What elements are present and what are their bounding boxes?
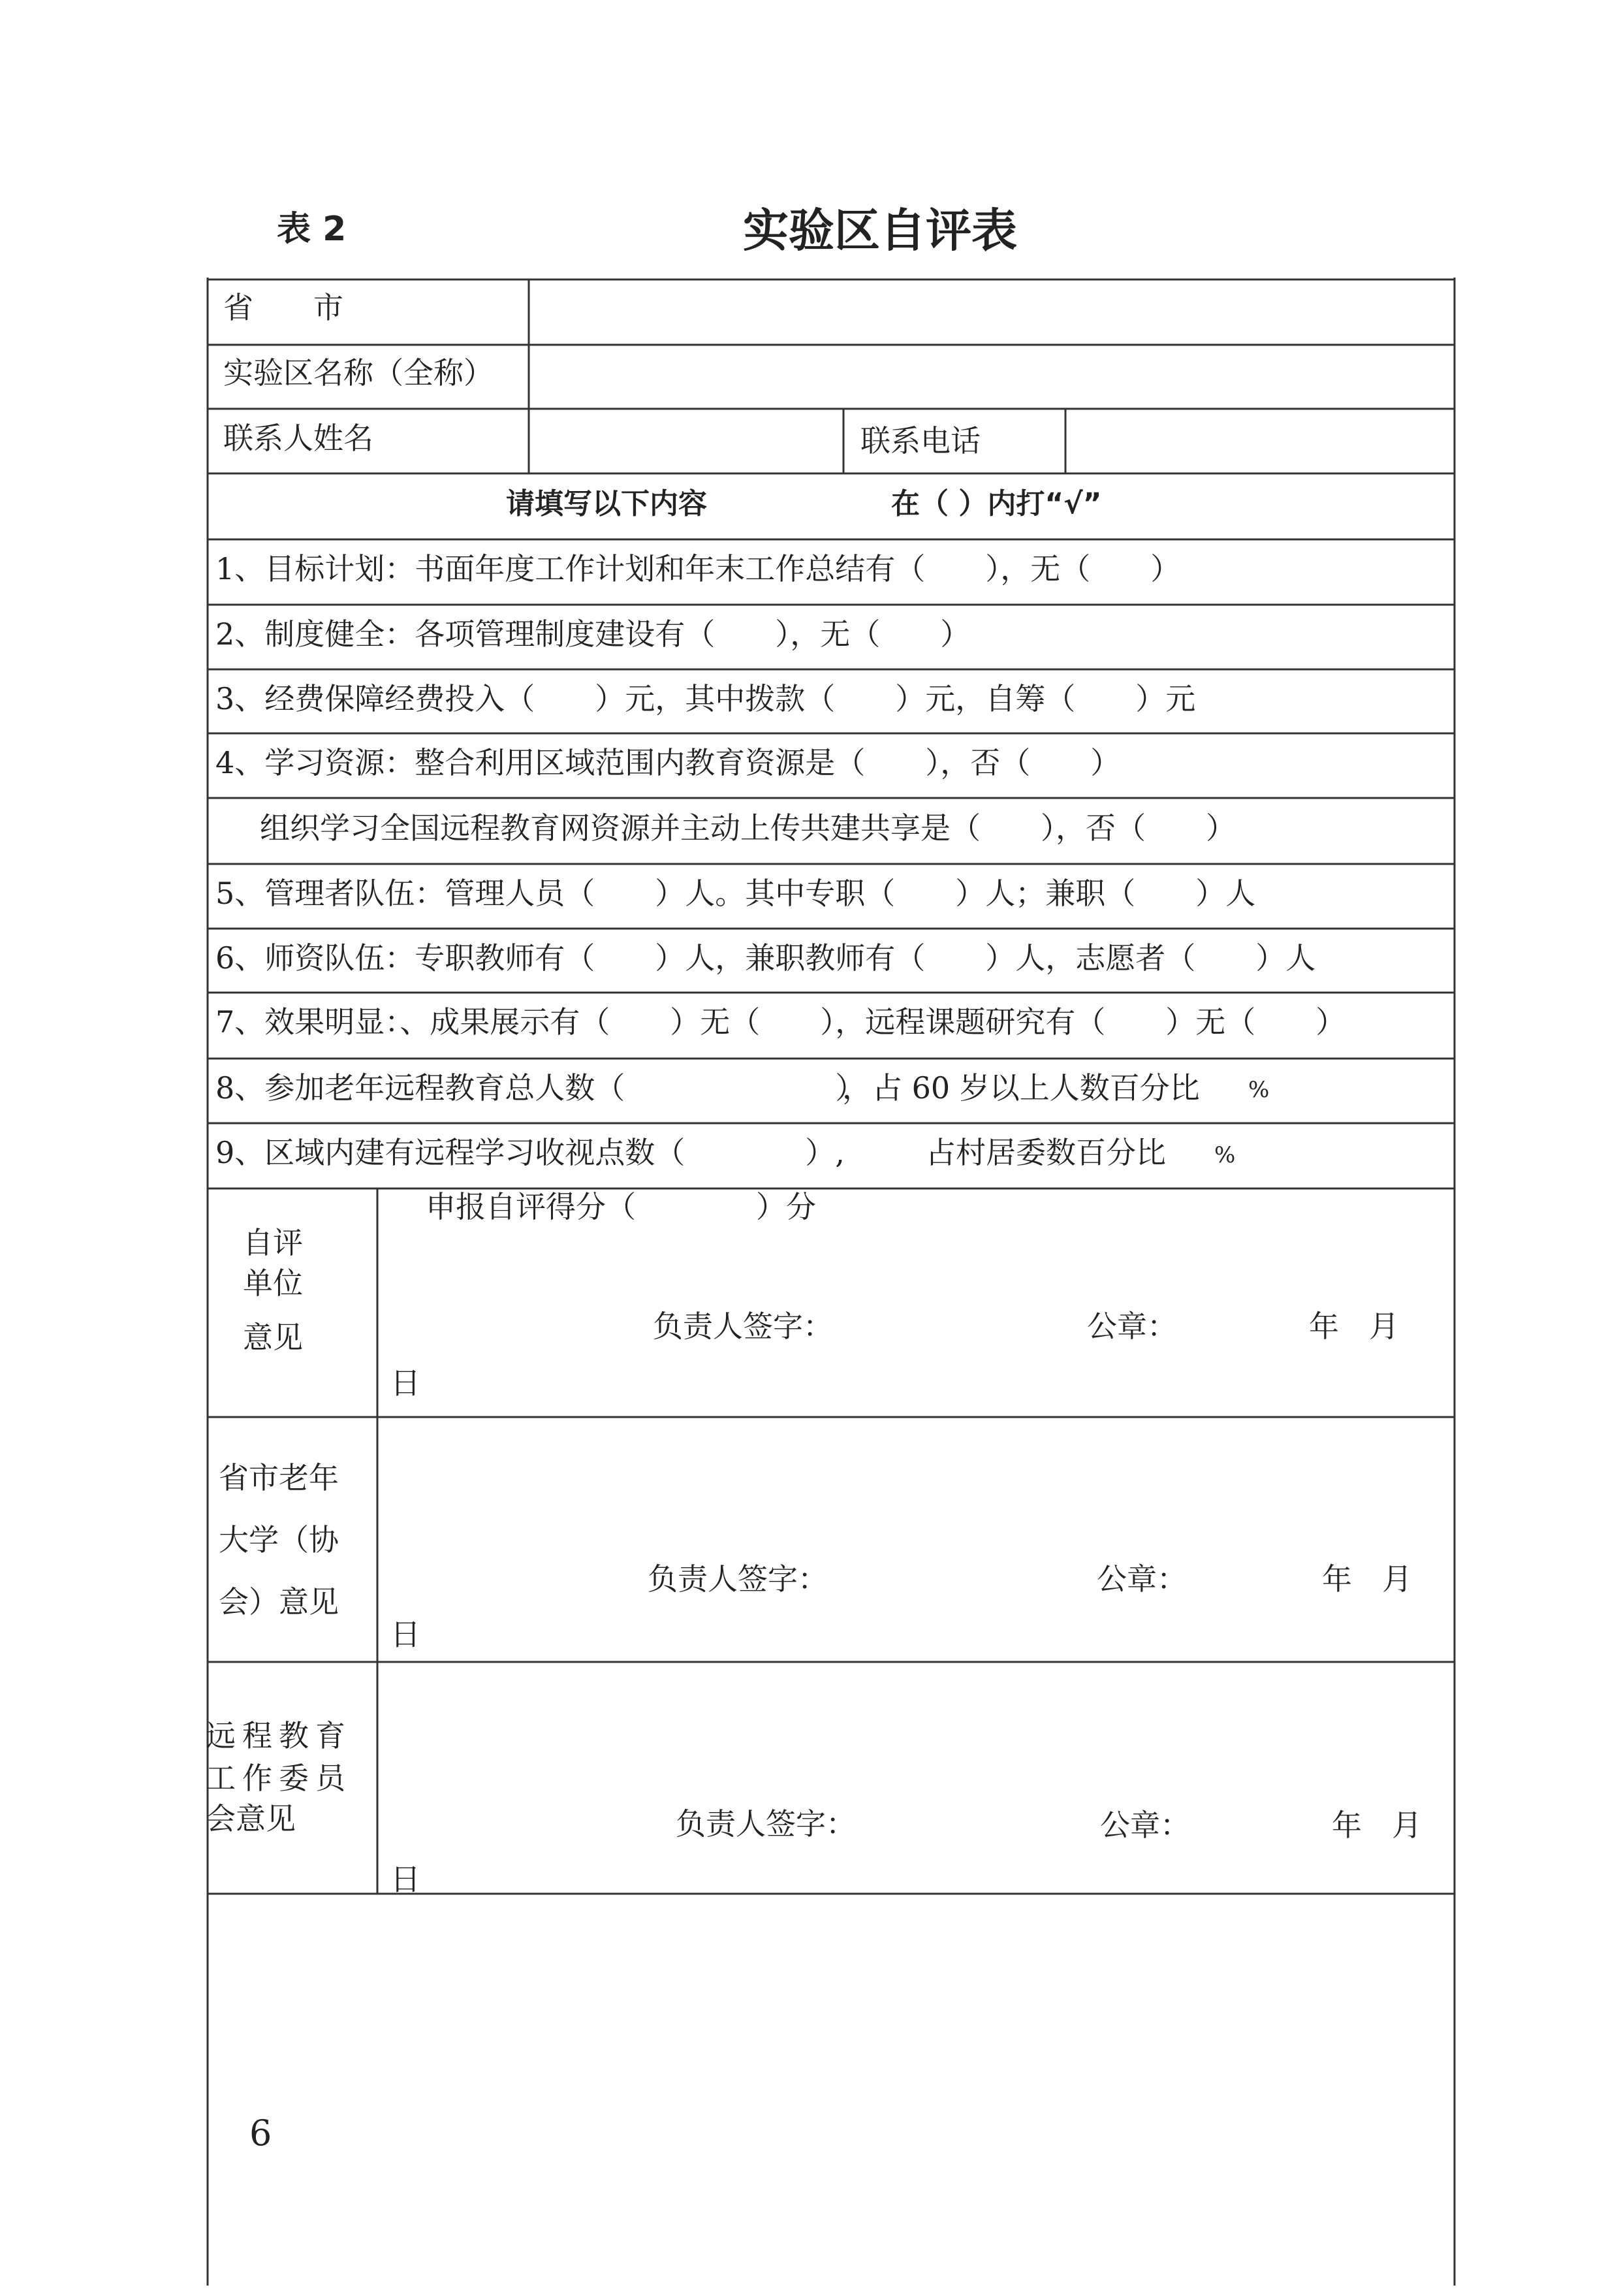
instruction-check: 在（ ）内打“√” <box>891 487 1102 520</box>
item-9-percent: % <box>1214 1142 1236 1168</box>
contact-name-label: 联系人姓名 <box>223 421 373 456</box>
province-city-label: 省 市 <box>223 290 343 325</box>
committee-seal-label: 公章： <box>1100 1808 1190 1843</box>
provincial-label-line-3: 会）意见 <box>219 1584 339 1619</box>
item-8: 8、参加老年远程教育总人数（ ） <box>215 1070 866 1106</box>
item-4-sub: 组织学习全国远程教育网资源并主动上传共建共享是（ ），否（ ） <box>260 810 1236 846</box>
contact-phone-label: 联系电话 <box>860 423 981 458</box>
provincial-year-month: 年 月 <box>1322 1561 1412 1597</box>
committee-year-month: 年 月 <box>1332 1808 1422 1843</box>
provincial-day: 日 <box>390 1617 420 1652</box>
item-8-percent: % <box>1248 1077 1270 1103</box>
committee-label-line-3: 会意见 <box>206 1801 296 1836</box>
self-label-line-3: 意见 <box>243 1320 303 1355</box>
zone-name-label: 实验区名称（全称） <box>223 355 494 391</box>
provincial-label-line-2: 大学（协 <box>219 1522 339 1557</box>
self-seal-label: 公章： <box>1087 1309 1177 1344</box>
item-1: 1、目标计划：书面年度工作计划和年末工作总结有（ ），无（ ） <box>215 551 1181 586</box>
self-label-line-2: 单位 <box>243 1266 303 1301</box>
page-title: 实验区自评表 <box>743 204 1017 257</box>
provincial-label-line-1: 省市老年 <box>219 1460 339 1495</box>
committee-day: 日 <box>390 1862 420 1897</box>
table-number: 表 2 <box>277 210 347 249</box>
item-9: 9、区域内建有远程学习收视点数（ ）, <box>215 1135 845 1170</box>
item-3: 3、经费保障经费投入（ ）元，其中拨款（ ）元，自筹（ ）元 <box>215 681 1196 716</box>
item-6: 6、师资队伍：专职教师有（ ）人，兼职教师有（ ）人，志愿者（ ）人 <box>215 940 1316 976</box>
item-9-ratio: 占村居委数百分比 <box>926 1135 1166 1170</box>
item-5: 5、管理者队伍：管理人员（ ）人。其中专职（ ）人；兼职（ ）人 <box>215 876 1256 911</box>
self-sign-label: 负责人签字： <box>653 1309 833 1344</box>
provincial-sign-label: 负责人签字： <box>648 1561 828 1597</box>
provincial-seal-label: 公章： <box>1097 1561 1187 1597</box>
item-7: 7、效果明显：、成果展示有（ ）无（ ），远程课题研究有（ ）无（ ） <box>215 1004 1346 1040</box>
item-8-ratio: ，占 60 岁以上人数百分比 <box>842 1070 1200 1106</box>
instruction-fill: 请填写以下内容 <box>506 487 707 520</box>
item-4: 4、学习资源：整合利用区域范围内教育资源是（ ），否（ ） <box>215 745 1121 780</box>
committee-label-line-1: 远程教育 <box>206 1718 352 1753</box>
self-day: 日 <box>390 1365 420 1401</box>
page-number: 6 <box>249 2113 272 2154</box>
self-year-month: 年 月 <box>1309 1309 1399 1344</box>
item-2: 2、制度健全：各项管理制度建设有（ ），无（ ） <box>215 616 971 652</box>
committee-label-line-2: 工作委员 <box>206 1761 352 1796</box>
committee-sign-label: 负责人签字： <box>676 1806 856 1842</box>
self-label-line-1: 自评 <box>243 1225 303 1260</box>
self-score: 申报自评得分（ ）分 <box>426 1189 816 1224</box>
